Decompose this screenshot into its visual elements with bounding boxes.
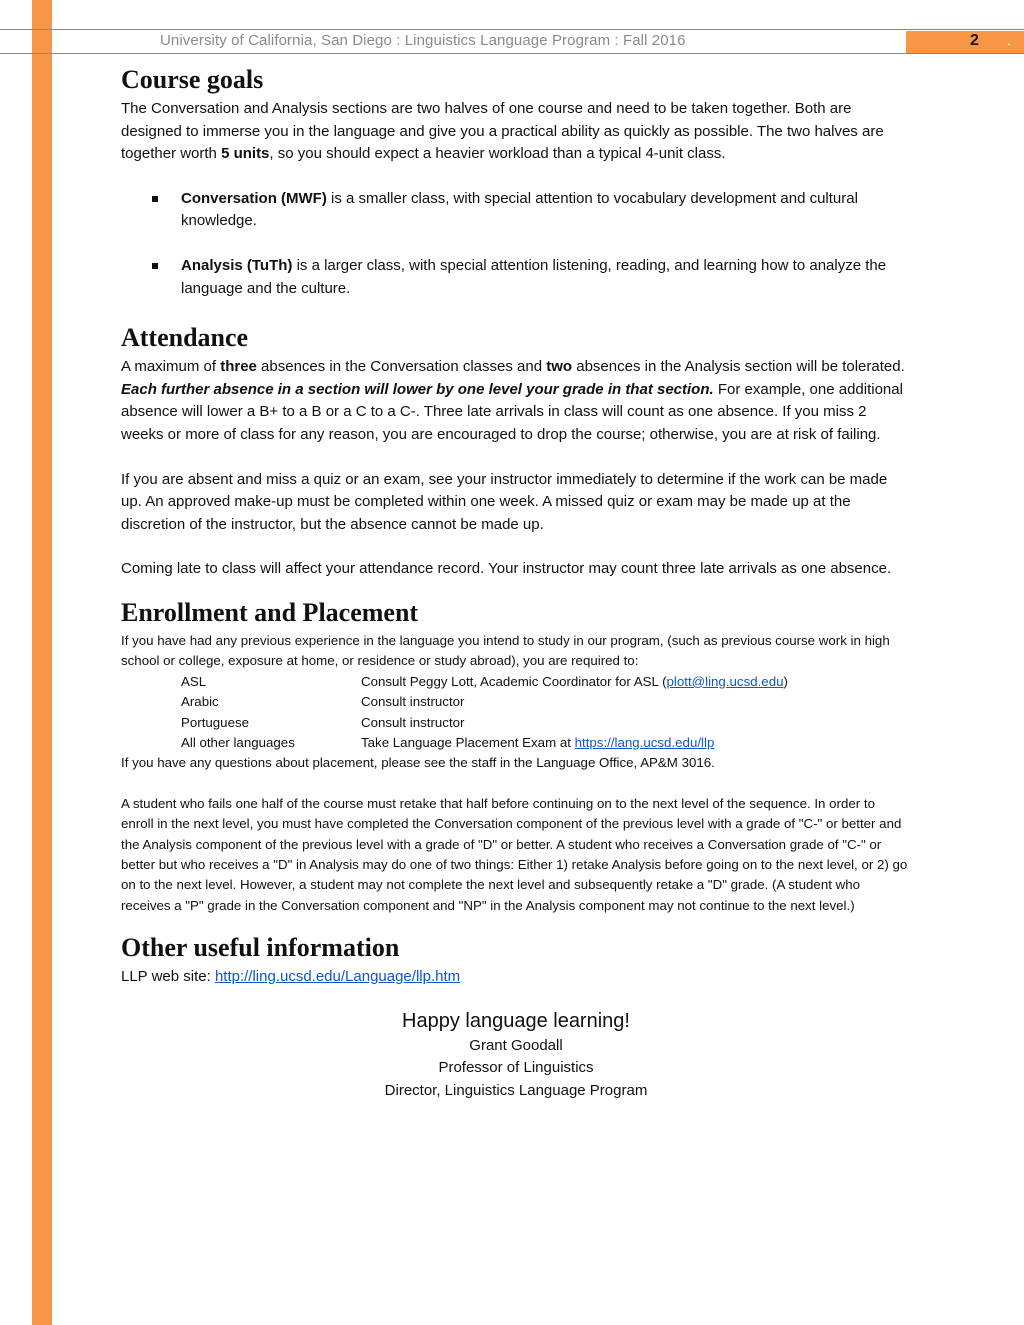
placement-row: Arabic Consult instructor <box>181 694 465 710</box>
enrollment-heading: Enrollment and Placement <box>121 597 419 627</box>
placement-table <box>121 672 911 754</box>
attendance-paragraph-2: If you are absent and miss a quiz or an exam, see your instructor immediately to determine if the work can be made up. An approved make-up must be completed within one week. A missed quiz or exam may be made up at the discretion of the instructor, but the absence cannot be made up. <box>121 470 888 533</box>
signature-name: Grant Goodall <box>469 1036 563 1054</box>
page-number: 2 <box>970 32 979 49</box>
placement-row: ASL Consult Peggy Lott, Academic Coordinator for ASL (plott@ling.ucsd.edu) <box>181 673 788 689</box>
document-body <box>121 62 911 1103</box>
placement-questions: If you have any questions about placement, please see the staff in the Language Office, AP&M 3016. <box>121 755 715 771</box>
enrollment-intro: If you have had any previous experience in the language you intend to study in our program, (such as previous course work in high school or college, exposure at home, or residence or study abroad), you are required to: <box>121 632 890 669</box>
course-goals-intro: The Conversation and Analysis sections are two halves of one course and need to be taken together. Both are designed to immerse you in the language and give you a practical ability as quickly as possible. The two halves are together worth 5 units, so you should expect a heavier workload than a typical 4-unit class. <box>121 100 884 163</box>
closing-greeting: Happy language learning! <box>402 1009 630 1032</box>
header-rule-top <box>0 29 1024 30</box>
attendance-paragraph-3: Coming late to class will affect your attendance record. Your instructor may count three late arrivals as one absence. <box>121 560 892 578</box>
asl-email-link[interactable]: plott@ling.ucsd.edu <box>666 673 784 689</box>
enrollment-paragraph-2: A student who fails one half of the course must retake that half before continuing on to the next level of the sequence. In order to enroll in the next level, you must have completed the Conversation component of the previous level with a grade of "C-" or better and the Analysis component of the previous level with a grade of "D" or better. A student who receives a Conversation grade of "C-" or better but who receives a "D" in Analysis may do one of two things: Either 1) retake Analysis before going on to the next level, or 2) go on to the next level. However, a student may not complete the next level and subsequently retake a "D" grade. (A student who receives a "P" grade in the Conversation component and "NP" in the Analysis component may not continue to the next level.) <box>121 795 908 913</box>
running-header: University of California, San Diego : Linguistics Language Program : Fall 2016 <box>160 32 686 49</box>
bullet-conversation: Conversation (MWF) is a smaller class, with special attention to vocabulary development and cultural knowledge. <box>121 188 911 233</box>
other-info-heading: Other useful information <box>121 933 400 963</box>
placement-exam-link[interactable]: https://lang.ucsd.edu/llp <box>574 734 715 750</box>
signature-title-2: Director, Linguistics Language Program <box>384 1081 648 1099</box>
attendance-heading: Attendance <box>121 323 249 353</box>
signature-title-1: Professor of Linguistics <box>438 1059 594 1077</box>
course-goals-heading: Course goals <box>121 65 264 94</box>
placement-row: Portuguese Consult instructor <box>181 714 465 730</box>
bullet-square-icon <box>152 263 158 269</box>
attendance-paragraph-1: A maximum of three absences in the Conversation classes and two absences in the Analysis section will be tolerated. Each further absence in a section will lower by one level your grade in that section. For example, one additional absence will lower a B+ to a B or a C to a C-. Three late arrivals in class will count as one absence. If you miss 2 weeks or more of class for any reason, you are encouraged to drop the course; otherwise, you are at risk of failing. <box>121 358 905 443</box>
page-dot: . <box>1007 32 1011 48</box>
placement-row: All other languages Take Language Placement Exam at https://lang.ucsd.edu/llp <box>181 734 715 750</box>
bullet-square-icon <box>152 196 158 202</box>
llp-site-line: LLP web site: http://ling.ucsd.edu/Language/llp.htm <box>121 968 461 986</box>
left-accent-bar <box>32 0 52 1325</box>
header-rule-bottom <box>0 53 1024 54</box>
bullet-analysis: Analysis (TuTh) is a larger class, with special attention listening, reading, and learning how to analyze the language and the culture. <box>121 255 911 300</box>
page-number-box <box>906 31 1024 53</box>
llp-site-link[interactable]: http://ling.ucsd.edu/Language/llp.htm <box>214 968 461 986</box>
